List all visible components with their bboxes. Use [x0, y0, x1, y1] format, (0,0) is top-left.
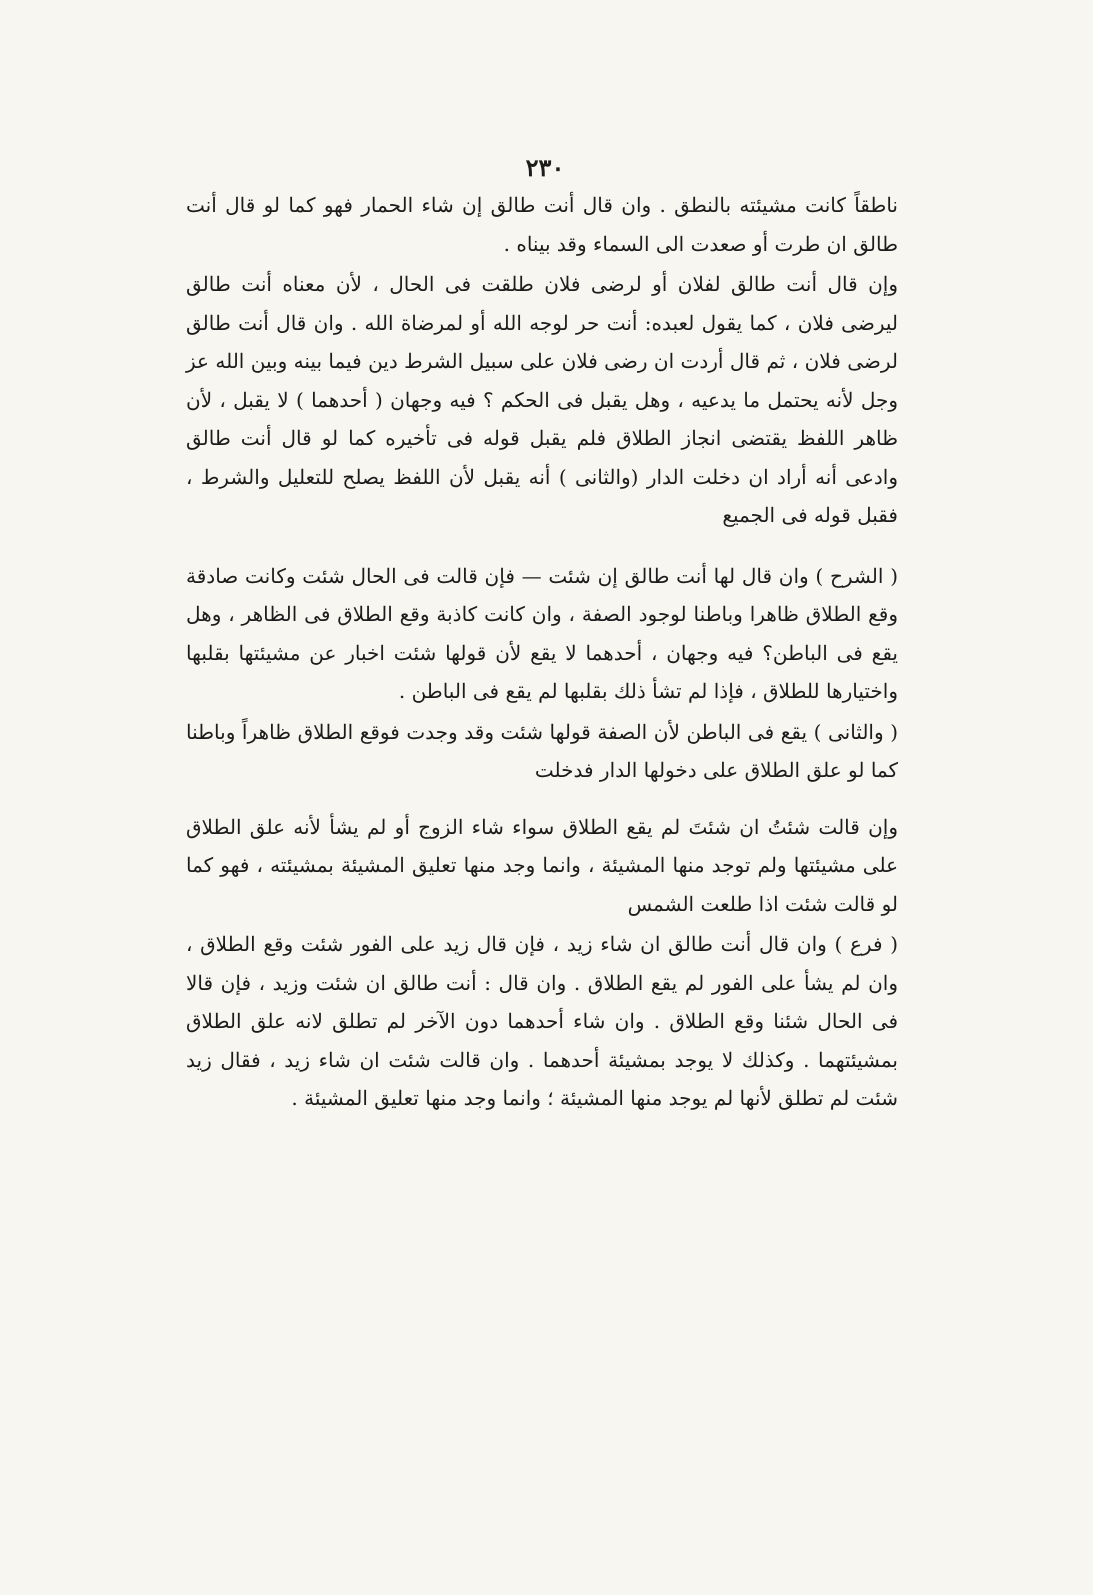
paragraph: وإن قال أنت طالق لفلان أو لرضى فلان طلقت فى الحال ، لأن معناه أنت طالق ليرضى فلان ، كما يقول لعبده: أنت حر لوجه الله أو لمرضاة الله . وان قال أنت طالق لرضى فلان ، ثم قال أردت ان رضى فلان على سبيل الشرط دين فيما بينه وبين الله عز وجل لأنه يحتمل ما يدعيه ، وهل يقبل فى الحكم ؟ فيه وجهان ( أحدهما ) لا يقبل ، لأن ظاهر اللفظ يقتضى انجاز الطلاق فلم يقبل قوله فى تأخيره كما لو قال أنت طالق وادعى أنه أراد ان دخلت الدار (والثانى ) أنه يقبل لأن اللفظ يصلح للتعليل والشرط ، فقبل قوله فى الجميع — [186, 272, 899, 527]
page-number: ٢٣٠ — [525, 153, 565, 182]
paragraph: ( فرع ) وان قال أنت طالق ان شاء زيد ، فإن قال زيد على الفور شئت وقع الطلاق ، وان لم يشأ على الفور لم يقع الطلاق . وان قال : أنت طالق ان شئت وزيد ، فإن قالا فى الحال شئنا وقع الطلاق . وان شاء أحدهما دون الآخر لم تطلق لانه علق الطلاق بمشيئتهما . وكذلك لا يوجد بمشيئة أحدهما . وان قالت شئت ان شاء زيد ، فقال زيد شئت لم تطلق لأنها لم يوجد منها المشيئة ؛ وانما وجد منها تعليق المشيئة . — [186, 932, 898, 1110]
paragraph: ناطقاً كانت مشيئته بالنطق . وان قال أنت طالق إن شاء الحمار فهو كما لو قال أنت طالق ان طرت أو صعدت الى السماء وقد بيناه . — [186, 193, 898, 256]
text-body — [186, 186, 898, 1118]
paragraph: وإن قالت شئتُ ان شئتَ لم يقع الطلاق سواء شاء الزوج أو لم يشأ لأنه علق الطلاق على مشيئتها ولم توجد منها المشيئة ، وانما وجد منها تعليق المشيئة بمشيئته ، فهو كما لو قالت شئت اذا طلعت الشمس — [186, 814, 898, 916]
paragraph: ( الشرح ) وان قال لها أنت طالق إن شئت — فإن قالت فى الحال شئت وكانت صادقة وقع الطلاق ظاهرا وباطنا لوجود الصفة ، وان كانت كاذبة وقع الطلاق فى الظاهر ، وهل يقع فى الباطن؟ فيه وجهان ، أحدهما لا يقع لأن قولها شئت اخبار عن مشيئتها بقلبها واختيارها للطلاق ، فإذا لم تشأ ذلك بقلبها لم يقع فى الباطن . — [186, 563, 899, 703]
paragraph: ( والثانى ) يقع فى الباطن لأن الصفة قولها شئت وقد وجدت فوقع الطلاق ظاهراً وباطنا كما لو علق الطلاق على دخولها الدار فدخلت — [186, 719, 898, 782]
